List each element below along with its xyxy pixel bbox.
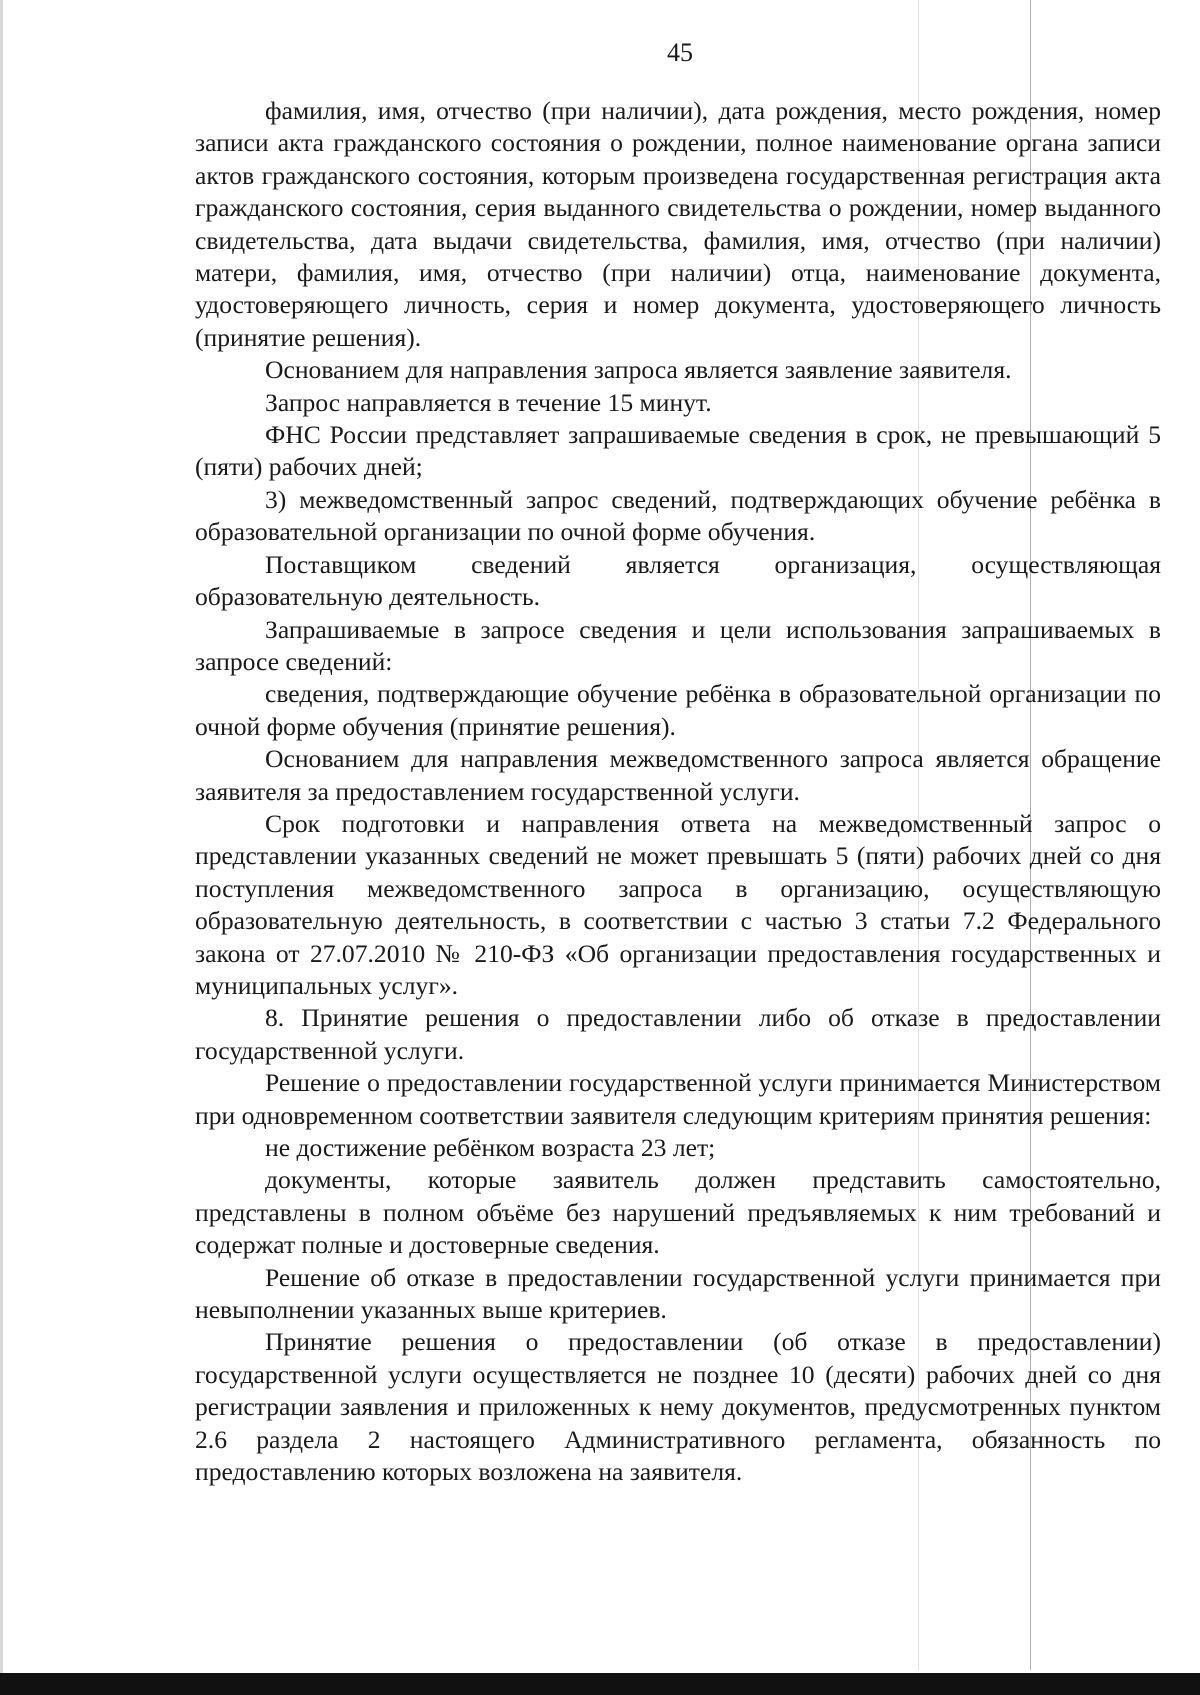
paragraph: документы, которые заявитель должен представить самостоятельно, представлены в полном объёме без нарушений предъявляемых к ним требований и содержат полные и достоверные сведения. <box>195 1165 1161 1260</box>
document-body <box>195 95 1161 1488</box>
paragraph: Срок подготовки и направления ответа на межведомственный запрос о представлении указанных сведений не может превышать 5 (пяти) рабочих дней со дня поступления межведомственного запроса в организацию, осуществляющую образовательную деятельность, в соответствии с частью 3 статьи 7.2 Федерального закона от 27.07.2010 № 210-ФЗ «Об организации предоставления государственных и муниципальных услуг». <box>195 808 1161 1000</box>
paragraph: Запрос направляется в течение 15 минут. <box>265 387 712 417</box>
paragraph: ФНС России представляет запрашиваемые сведения в срок, не превышающий 5 (пяти) рабочих дней; <box>195 420 1161 482</box>
paragraph: сведения, подтверждающие обучение ребёнка в образовательной организации по очной форме обучения (принятие решения). <box>195 679 1161 741</box>
paragraph: Решение об отказе в предоставлении государственной услуги принимается при невыполнении указанных выше критериев. <box>195 1262 1161 1325</box>
scan-left-edge <box>0 0 3 1695</box>
paragraph: Запрашиваемые в запросе сведения и цели использования запрашиваемых в запросе сведений: <box>195 614 1161 676</box>
paragraph: Основанием для направления межведомственного запроса является обращение заявителя за предоставлением государственной услуги. <box>195 744 1161 806</box>
paragraph: Основанием для направления запроса является заявление заявителя. <box>265 355 1012 385</box>
page-number: 45 <box>667 38 693 67</box>
paragraph: Принятие решения о предоставлении (об отказе в предоставлении) государственной услуги осуществляется не позднее 10 (десяти) рабочих дней со дня регистрации заявления и приложенных к нему документов, предусмотренных пунктом 2.6 раздела 2 настоящего Административного регламента, обязанность по предоставлению которых возложена на заявителя. <box>195 1327 1161 1487</box>
paragraph: Решение о предоставлении государственной услуги принимается Министерством при одновременном соответствии заявителя следующим критериям принятия решения: <box>195 1068 1161 1130</box>
paragraph: 3) межведомственный запрос сведений, подтверждающих обучение ребёнка в образовательной организации по очной форме обучения. <box>195 484 1161 547</box>
paragraph: фамилия, имя, отчество (при наличии), дата рождения, место рождения, номер записи акта гражданского состояния о рождении, полное наименование органа записи актов гражданского состояния, которым произведена государственная регистрация акта гражданского состояния, серия выданного свидетельства о рождении, номер выданного свидетельства, дата выдачи свидетельства, фамилия, имя, отчество (при наличии) матери, фамилия, имя, отчество (при наличии) отца, наименование документа, удостоверяющего личность, серия и номер документа, удостоверяющего личность (принятие решения). <box>195 96 1161 352</box>
scan-bottom-border <box>0 1673 1200 1695</box>
paragraph: Поставщиком сведений является организация, осуществляющая образовательную деятельность. <box>195 549 1161 612</box>
paragraph: не достижение ребёнком возраста 23 лет; <box>265 1133 716 1162</box>
section-heading: 8. Принятие решения о предоставлении либо об отказе в предоставлении государственной услуги. <box>195 1003 1161 1065</box>
